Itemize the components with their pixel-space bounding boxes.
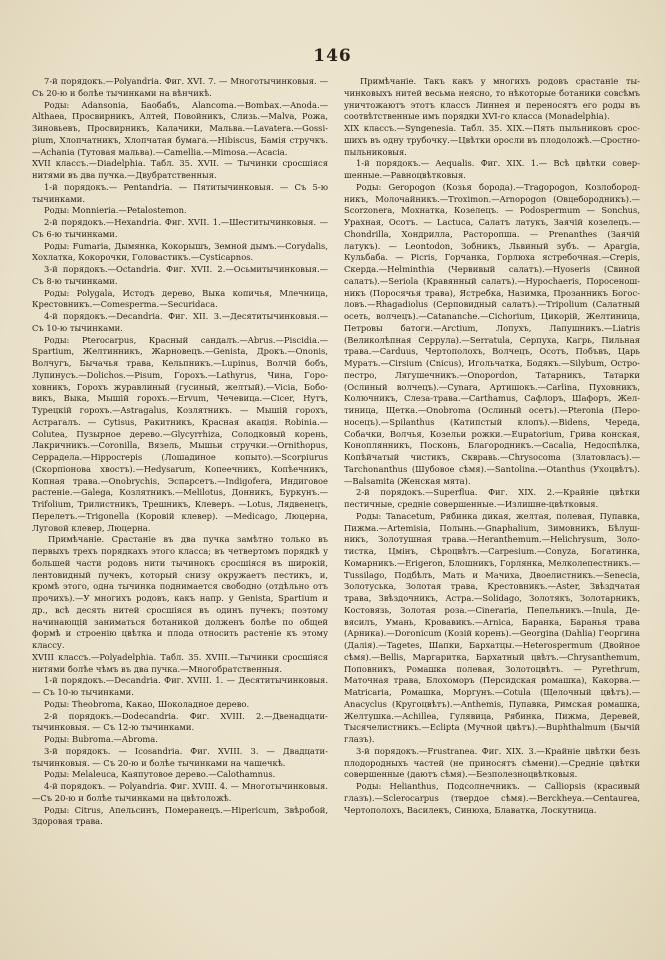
text-paragraph: Роды: Helianthus, Подсолнечникъ. — Calliopsis (красивый глазъ).—Sclerocarpus (твердое сѣмя).—Berckheya.—Centaurea, Чертополохъ, Василекъ, Синюха, Блаватка, Лоскутница. — [344, 781, 640, 815]
text-paragraph: 2-й порядокъ.—Hexandria. Фиг. XVII. 1.—Шеститычинковыя. — Съ 6-ю тычинками. — [32, 217, 328, 239]
text-paragraph: 3-й порядокъ.—Octandria. Фиг. XVII. 2.—Осьмитычинковыя.—Съ 8-ю тычинками. — [32, 264, 328, 286]
text-paragraph: Роды: Fumaria, Дымянка, Кокорышъ, Земной дымъ.—Corydalis, Хохлатка, Кокорочки, Головастикъ.—Cysticapnos. — [32, 240, 328, 263]
text-paragraph: 4-й порядокъ. — Polyandria. Фиг. XVIII. 4. — Многотычинковыя.—Съ 20-ю и болѣе тычинками на цвѣтоложѣ. — [32, 781, 328, 803]
text-paragraph: 2-й порядокъ.—Superflua. Фиг. XIX. 2.—Крайніе цвѣтки пестичные, средніе совершенные.—Излишне-цвѣтковыя. — [344, 487, 640, 509]
text-paragraph: Роды: Tanacetum, Рябинка дикая, желтая, полевая, Пупавка, Пижма.—Artemisia, Полынь.—Gnaphalium, Зимовникъ, Бѣлушникъ, Золотушная трава.—Heranthemum.—Helichrysum, Золотистка, Цмінъ, Сѣроцвѣтъ.—Carpesium.—Conyza, Богатинка, Комарникъ.—Erigeron, Блошникъ, Горлянка, Мелколепестникъ.—Tussilago, Подбѣлъ, Мать и Мачиха, Двоелистникъ.—Senecia, Золотуська, Золотая трава, Крестовникъ.—Aster, Звѣздчатая трава, Звѣздочникъ, Астра.—Solidago, Золотякъ, Золотарникъ, Костовязь, Золотая роза.—Cineraria, Пепельникъ.—Inula, Девясилъ, Умань, Кровавикъ.—Arnica, Баранка, Баранья трава (Арника).—Doronicum (Козій корень).—Georgina (Dahlia) Георгина (Далія).—Tagetes, Шапки, Бархатцы.—Heterospermum (Двойное сѣмя).—Bellis, Маргаритка, Бархатный цвѣтъ.—Chrysanthemum, Поповникъ, Ромашка полевая, Золотоцвѣтъ. — Pyrethrum, Маточная трава, Блохоморъ (Персидская ромашка), Какорва.—Matricaria, Ромашка, Моргунъ.—Cotula (Щелочный цвѣтъ).—Anacyclus (Кругоцвѣтъ).—Anthemis, Пупавка, Римская ромашка, Желтушка.—Achillea, Гулявица, Рябинка, Пижма, Деревей, Тысячелистникъ.—Eclipta (Мучной цвѣтъ).—Buphthalmum (Бычій глазъ). — [344, 510, 640, 744]
text-paragraph: 4-й порядокъ.—Decandria. Фиг. XII. 3.—Десятитычинковыя.—Съ 10-ю тычинками. — [32, 311, 328, 333]
text-paragraph: Роды: Polygala, Истодъ дерево, Выка копичья, Млечница, Крестовникъ.—Comesperma.—Securidaca. — [32, 287, 328, 310]
text-paragraph: Роды: Citrus, Апельсинъ, Померанецъ.—Hipericum, Звѣробой, Здоровая трава. — [32, 804, 328, 827]
text-paragraph: 2-й порядокъ.—Dodecandria. Фиг. XVIII. 2.—Двенадцатитычинковыя. — Съ 12-ю тычинками. — [32, 710, 328, 733]
class-heading: XVIII классъ.—Polyadelphia. Табл. 35. XVIII.—Тычинки сросшіяся нитями болѣе чѣмъ въ два пучка.—Многобратственныя. — [32, 651, 328, 674]
text-columns — [32, 76, 640, 942]
page-number: 146 — [313, 46, 352, 66]
text-paragraph: Роды: Melaleuca, Каяпутовое дерево.—Calothamnus. — [44, 769, 276, 780]
right-column — [344, 76, 640, 942]
note-paragraph: Примѣчаніе. Такъ какъ у многихъ родовъ срастаніе тычинковыхъ нитей весьма неясно, то нѣкоторые ботаники совсѣмъ уничтожаютъ этотъ классъ Линнея и переносятъ его роды въ соотвѣтственные имъ порядки XVI-го класса (Monadelphia). — [344, 76, 640, 122]
text-paragraph: Роды: Bubroma.—Abroma. — [44, 734, 158, 744]
text-paragraph: 3-й порядокъ.—Frustranea. Фиг. XIX. 3.—Крайніе цвѣтки безъ плодородныхъ частей (не приносятъ сѣмени).—Средніе цвѣтки совершенные (даютъ сѣмя).—Безполезноцвѣтковыя. — [344, 745, 640, 780]
text-paragraph: 3-й порядокъ. — Icosandria. Фиг. XVIII. 3. — Двадцатитычинковыя. — Съ 20-ю и болѣе тычинками на чашечкѣ. — [32, 745, 328, 768]
text-paragraph: Роды: Geropogon (Козья борода).—Tragopogon, Козлобородникъ, Молочайникъ.—Troximon.—Arnopogon (Овцебородникъ).—Scorzonera, Мохнатка, Козелецъ. — Podospermum — Sonchus, Урахная, Осотъ. — Lactuca, Салатъ латукъ, Заячій козелецъ.—Chondrilla, Хондрилла, Расторопша. — Prenanthes (Заячій латукъ). — Leontodon, Зобникъ, Львиный зубъ. — Apargia, Кульбаба. — Picris, Горчанка, Горлюха ястребочная.—Crepis, Скерда.—Helminthia (Червивый салатъ).—Hyoseris (Свиной салатъ).—Seriola (Кравянный салатъ).—Hypochaeris, Поросеношникъ (Поросячья трава), Ястребка, Назимка, Прозанникъ Богословъ.—Rhagadiolus (Серповидный салатъ).—Tripolium (Салатный осеть, волчецъ).—Catananche.—Cichorium, Цикорій, Желтиница, Петровы батоги.—Arctium, Лопухъ, Лапушникъ.—Liatris (Великолѣпная Серрула).—Serratula, Серпуха, Кагрь, Пильная трава.—Carduus, Чертополохъ, Волчецъ, Осотъ, Побъвъ, Царь Муратъ.—Cirsium (Cnicus), Игольчатка, Бодякъ.—Silybum, Остро-пестро, Лягушечникъ.—Onopordon, Татарникъ, Татарки (Ослиный волчецъ).—Cynara, Артишокъ.—Carlina, Пуховникъ, Колючникъ, Слеза-трава.—Carthamus, Сафлоръ, Шафоръ, Желтиница, Щетка.—Onobroma (Ослиный осетъ).—Pteronia (Пероносецъ).—Spilanthus (Катипстый клопъ).—Bidens, Череда, Собачки, Волчья, Козельи рожки.—Eupatorium, Грива конская, Коноплянникъ, Посконь, Благородникъ.—Cacalia, Недоспѣлка, Копѣйчатый чистикъ, Сквравь.—Chrysocoma (Златовласъ).—Tarchonanthus (Шубовое сѣмя).—Santolina.—Otanthus (Ухоцвѣтъ).—Balsamita (Женская мята). — [344, 181, 640, 486]
text-paragraph: Роды: Pterocarpus, Красный сандалъ.—Abrus.—Piscidia.—Spartium, Желтинникъ, Жарновецъ.—Genista, Дрокъ.—Ononis, Волчугъ, Бычачья трава, Кельпникъ.—Lupinus, Волчій бобъ, Лупинусъ.—Dolichos.—Pisum, Горохъ.—Lathyrus, Чина, Гороховникъ, Горохъ журавлиный (гусиный, желтый).—Vicia, Бобовикъ, Выка, Мышій горохъ.—Ervum, Чечевица.—Cicer, Нутъ, Турецкій горохъ.—Astragalus, Козлятникъ. — Мышій горохъ, Астрагалъ. — Cytisus, Ракитникъ, Красная акація. Robinia.—Colutea, Пузырное дерево.—Glycyrrhiza, Солодковый корень, Лакричникъ.—Coronilla, Вязель, Мышьи стручки.—Ornithopus, Серрадела.—Hippocrepis (Лошадиное копыто).—Scorpiurus (Скорпіонова хвостъ).—Hedysarum, Копеечникъ, Копѣечникъ, Копная трава.—Onobrychis, Эспарсетъ.—Indigofera, Индиговое растеніе.—Galega, Козлятникъ.—Melilotus, Донникъ, Буркунъ.—Trifolium, Трилистникъ, Трешникъ, Клеверъ. —Lotus, Лядвенецъ, Перелетъ.—Trigonella (Коровій клевер). —Medicago, Люцерна, Луговой клевер, Люцерна. — [32, 334, 328, 533]
text-paragraph: 1-й порядокъ.— Pentandria. — Пятитычинковыя. — Съ 5-ю тычинками. — [32, 181, 328, 204]
text-paragraph: 7-й порядокъ.—Polyandria. Фиг. XVI. 7. — Многотычинковыя. — Съ 20-ю и болѣе тычинками на вѣнчикѣ. — [32, 76, 328, 98]
left-column — [32, 76, 328, 942]
text-paragraph: 1-й порядокъ.— Aequalis. Фиг. XIX. 1.— Всѣ цвѣтки совершенные.—Равноцвѣтковыя. — [344, 158, 640, 180]
note-paragraph: Примѣчаніе. Срастаніе въ два пучка замѣтно только въ первыхъ трехъ порядкахъ этого класса; въ четвертомъ порядкѣ у большей части родовъ нити тычинокъ сросшіяся въ широкій, лентовидный пучекъ, который снизу окружаетъ пестикъ, и, кромѣ этого, одна тычинка поднимается свободно (отдѣльно отъ прочихъ).—У многихъ родовъ, какъ напр. у Genista, Spartium и др., всѣ десять нитей сросшіяся въ одинъ пучекъ; поэтому начинающій заниматься ботаникой долженъ болѣе по общей формѣ и строенію цвѣтка и плода относить растеніе къ этому классу. — [32, 534, 328, 650]
text-paragraph: Роды: Theobroma, Какао, Шоколадное дерево. — [44, 698, 250, 709]
class-heading: XVII классъ.—Diadelphia. Табл. 35. XVII. — Тычинки сросшіяся нитями въ два пучка.—Двубратственныя. — [32, 158, 328, 180]
class-heading: XIX классъ.—Syngenesia. Табл. 35. XIX.—Пять пыльниковъ сросшихъ въ одну трубочку.—Цвѣтки оросли въ плодоложѣ.—Сростнопыльниковыя. — [344, 123, 640, 157]
text-paragraph: 1-й порядокъ.—Decandria. Фиг. XVIII. 1. — Десятитычинковыя. — Съ 10-ю тычинками. — [32, 675, 328, 697]
text-paragraph: Роды: Adansonia, Баобабъ, Alancoma.—Bombax.—Anoda.—Althaea, Просвирникъ, Алтей, Повойникъ, Слизь.—Malva, Рожа, Зиновьевъ, Просвирникъ, Калачики, Мальва.—Lavatera.—Gossipium, Хлопчатникъ, Хлопчатая бумага.—Hibiscus, Бамія стручкъ.—Achania (Тутовая мальва).—Camellia.—Mimosa.—Acacia. — [32, 99, 328, 157]
text-paragraph: Роды: Monnieria.—Petalostemon. — [44, 205, 187, 216]
